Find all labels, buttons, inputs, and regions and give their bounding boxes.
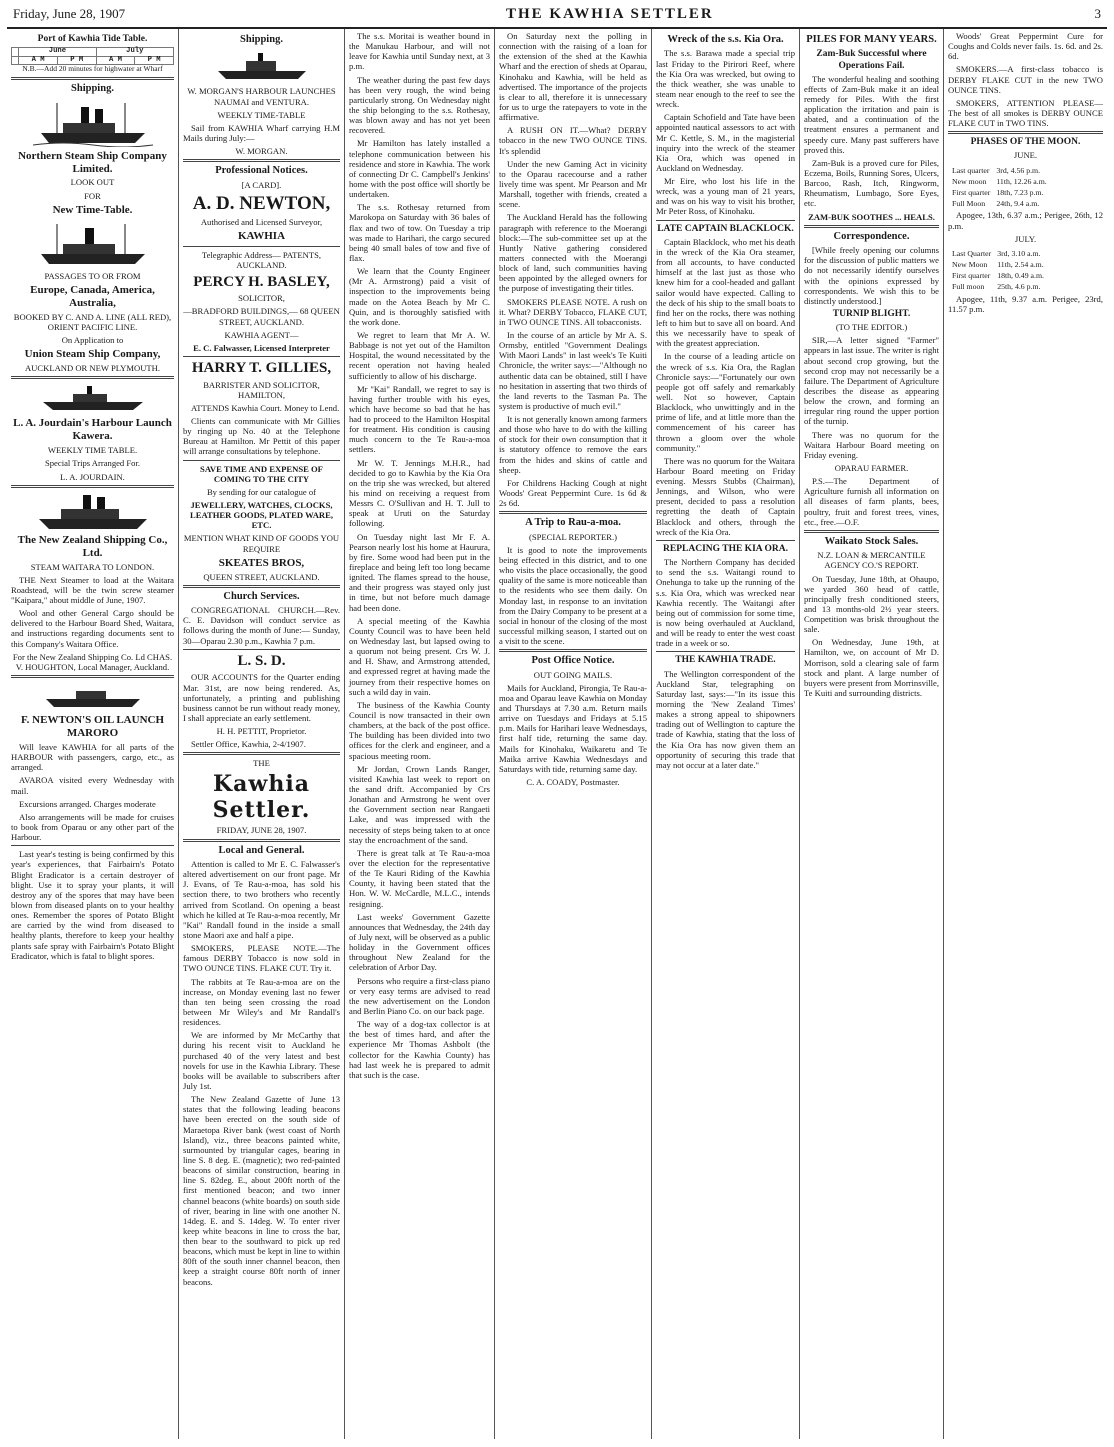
mails-text: Mails for Auckland, Pirongia, Te Rau-a-moa and Oparau leave Kawhia on Monday and Thursdays at 7.30 a.m. Return mails arrive on Tuesdays and Fridays at 5.15 p.m. Mails for Harihari leave Wednesdays, first half tide, returning the same day. Mails for Kinohaku, Waikaretu and Te Maika arrive Kawhia Wednesdays and Saturdays with tide, returning same day. xyxy=(499,682,647,774)
farmer-sign: OPARAU FARMER. xyxy=(834,463,909,473)
trip-heading: A Trip to Rau-a-moa. xyxy=(525,517,621,529)
launch-icon xyxy=(212,49,312,83)
tide-header-july: July xyxy=(96,48,173,57)
newton-launch: F. NEWTON'S OIL LAUNCH MARORO xyxy=(20,714,165,740)
phase-time: 18th, 0.49 a.m. xyxy=(997,271,1044,281)
woods-ad: For Childrens Hacking Cough at night Woods' Great Peppermint Cure. 1s 6d & 2s 6d. xyxy=(499,477,647,509)
newton-text: Will leave KAWHIA for all parts of the HARBOUR with passengers, cargo, etc., as arranged. xyxy=(11,741,174,773)
jewellery: JEWELLERY, WATCHES, CLOCKS, LEATHER GOODS, PLATED WARE, ETC. xyxy=(189,500,334,531)
phase-row xyxy=(950,282,1046,291)
article-para: Mr Hamilton has lately installed a telephone communication between his residence and store in Kawhia. The work of connecting Dr C. Campbell's Jenkins' home with the post office will shortly be undertaken. xyxy=(349,138,490,200)
article-para: We regret to learn that Mr A. W. Babbage is not yet out of the Hamilton Hospital, the wound necessitated by the recent operation not having healed sufficiently to allow of his discharge. xyxy=(349,329,490,381)
article-para: The s.s. Rothesay returned from Marokopa on Saturday with 36 bales of flax and two of tow. On Tuesday a trip was made to Harihari, the cargo secured being 40 small bales of tow and five of flax. xyxy=(349,202,490,263)
queen-street: QUEEN STREET, AUCKLAND. xyxy=(203,571,320,582)
phase-time: 11th, 12.26 a.m. xyxy=(996,176,1047,186)
article-para: The weather during the past few days has been very rough, the wind being particularly strong. On Wednesday night the ship belonging to the s.s. Rothesay, was blown away and has not yet been recovered. xyxy=(349,74,490,136)
jourdain-sign: L. A. JOURDAIN. xyxy=(60,471,125,482)
wreck-heading: Wreck of the s.s. Kia Ora. xyxy=(667,34,784,45)
phase-time: 3rd, 4.56 p.m. xyxy=(996,165,1041,175)
article-para: SIR,—A letter signed "Farmer" appears in last issue. The writer is right about second crop growing, but the second crop may not necessarily be a failure. The Department of Agriculture describes the disease as appearing below the crown, and forming an irregular ring round the upper portion of the turnip. xyxy=(804,335,939,427)
ps: P.S.—The Department of Agriculture furnish all information on all diseases of farm plants, bees, poultry, fruit and forest trees, vines, etc., free.—O.F. xyxy=(804,476,939,527)
article-para: Captain Blacklock, who met his death in the wreck of the Kia Ora steamer, from all accounts, to have conducted himself at the last just as those who knew him for a cool-headed and gallant sailor would have expected. Calling to the deck of his ship to the small boats to find her on the rocks, there was nothing left to him but to save all on board. And this we necessarily have to speak of with the greatest appreciation. xyxy=(656,236,795,349)
article-para: In the course of a leading article on the wreck of s.s. Kia Ora, the Raglan Chronicle says:—"Fortunately our own people got off safely and remarkably well. Not so however, Captain Blacklock, who unwittingly and in the prime of life, and at little more than the commencement of his career has thrown a gloom over the whole community." xyxy=(656,351,795,453)
arrange: Also arrangements will be made for cruises to book from Oparau or any other part of the Harbour. xyxy=(11,811,174,843)
kawhia-agent: KAWHIA AGENT— xyxy=(224,329,299,340)
licensed: Authorised and Licensed Surveyor, xyxy=(200,217,323,228)
article-para: It is not generally known among farmers and those who have to do with the killing of stock for their own consumption that it is statutory offence to remove the ears from the hides and skins of cattle and sheep. xyxy=(499,414,647,475)
dateline: FRIDAY, JUNE 28, 1907. xyxy=(216,825,307,836)
derby-ad: A RUSH ON IT.—What? DERBY tobacco in the new TWO OUNCE TINS. It's splendid xyxy=(499,125,647,156)
tide-sub: A M xyxy=(96,56,135,65)
nzs-wool: Wool and other General Cargo should be delivered to the Harbour Board Shed, Waitara, and instructions regarding documents sent to this Company's Waitara Office. xyxy=(11,608,174,649)
kawhia-label: KAWHIA xyxy=(237,230,286,243)
replacing-heading: REPLACING THE KIA ORA. xyxy=(663,543,788,554)
clients: Clients can communicate with Mr Gillies by ringing up No. 40 at the Telephone Bureau at Hamilton. Mr Pettit of this paper will arrange consultations by telephone. xyxy=(183,416,340,457)
trade-heading: THE KAWHIA TRADE. xyxy=(675,655,776,666)
attention-ad: SMOKERS, ATTENTION PLEASE—The best of all smokes is DERBY OUNCE FLAKE CUT in TWO TINS. xyxy=(948,97,1103,129)
issue-date: Friday, June 28, 1907 xyxy=(13,6,126,21)
late-captain-heading: LATE CAPTAIN BLACKLOCK. xyxy=(657,223,794,234)
lastyear-ad: Last year's testing is being confirmed by this year's experiences, that Fairbairn's Potato Blight Eradicator is a certain destroyer of blight. Use it to spray your plants, it will destroy any of the spores that may have been blown from diseased plants on to your healthy ones. Remember the spores of Potato Blight are carried by the wind from diseased to healthy plants, therefore to keep your healthy plants safe spray with Fairbairn's Potato Blight Eradicator, which is fatal to blight spores. xyxy=(11,849,174,961)
article-para: In the course of an article by Mr A. S. Ormsby, entitled "Government Dealings With Maori Lands" in last week's Te Kuiti Chronicle, the writer says:—"Although no authentic data can be obtained, still I have no hesitation in asserting that two thirds of the land reverts to the Tasman Pa. The system is productive of much evil." xyxy=(499,329,647,411)
article-para: On Tuesday night last Mr F. A. Pearson nearly lost his home at Haurura, by fire. Some wood had been put in the fireplace and being left too long became ignited. The flames spread to the house, and their progress was stayed only just in time, but not before much damage had been done. xyxy=(349,531,490,613)
july-label: JULY. xyxy=(1014,233,1037,244)
telegraphic: Telegraphic Address— PATENTS, AUCKLAND. xyxy=(201,250,322,271)
article-para: The way of a dog-tax collector is at the best of times hard, and after the experience Mr Thomas Ashbolt (the collector for the Kawhia County) has had last week he is prepared to admit that such is the case. xyxy=(349,1019,490,1080)
local-text: Attention is called to Mr E. C. Falwasser's altered advertisement on our front page. Mr J. Evans, of Te Rau-a-moa, has sold his section there, to two brothers who recently arrived from Scotland. On opening a beast which he killed at Te Rau-a-moa recently, Mr "Kai" Randall found in the inside a small stone Maori axe and half a pipe. xyxy=(183,859,340,940)
tide-sub: P M xyxy=(57,56,96,65)
tide-note: N.B.—Add 20 minutes for highwater at Wharf xyxy=(22,64,163,74)
piles-heading: PILES FOR MANY YEARS. xyxy=(806,34,937,45)
smokers-ad: SMOKERS.—A first-class tobacco is DERBY FLAKE CUT in the new TWO OUNCE TINS. xyxy=(948,64,1103,95)
derby-ad: SMOKERS PLEASE NOTE. A rush on it. What? DERBY Tobacco, FLAKE CUT, in TWO OUNCE TINS. All tobacconists. xyxy=(499,296,647,327)
phase-time: 24th, 9.4 a.m. xyxy=(996,199,1040,209)
solicitor: SOLICITOR, xyxy=(238,293,285,304)
avaroa: AVAROA visited every Wednesday with mail. xyxy=(11,775,174,796)
destinations: Europe, Canada, America, Australia, xyxy=(30,283,155,309)
paper-title: THE KAWHIA SETTLER xyxy=(505,6,714,22)
page-number: 3 xyxy=(1094,6,1101,21)
steamship-icon xyxy=(33,99,153,147)
launch-icon xyxy=(38,681,148,711)
woods-ad: Woods' Great Peppermint Cure for Coughs and Colds never fails. 1s. 6d. and 2s. 6d. xyxy=(948,31,1103,62)
column-7 xyxy=(944,29,1107,1439)
article-para: The Wellington correspondent of the Auckland Star, telegraphing on Saturday last, says:—"In its issue this morning the 'New Zealand Times' makes a strong appeal to shipowners trading out of Wellington to capture the trade of Kawhia, stating that the loss of the Kia Ora has now given them an opportunity of securing this trade that may not occur at a later date." xyxy=(656,668,795,770)
article-para: A special meeting of the Kawhia County Council was to have been held on Wednesday last, but lapsed owing to a quorum not being present. Crs W. J. and H. Shaw, and Armstrong attended, and expressed regret at having made the journey from their respective homes on such a wild day in vain. xyxy=(349,615,490,697)
barrister: BARRISTER AND SOLICITOR, HAMILTON, xyxy=(203,379,320,400)
office: Settler Office, Kawhia, 2-4/1907. xyxy=(191,739,306,750)
article-para: There is great talk at Te Rau-a-moa over the election for the representative of the Te Kauri Riding of the Kawhia County, it having been stated that the Hon. W. W. McCardle, M.L.C., intends resigning. xyxy=(349,847,490,909)
article-para: Under the new Gaming Act in vicinity to the Oparau racecourse and a rather lively time was spent. Mr Pearson and Mr Marshall, together with friends, created a scene. xyxy=(499,158,647,210)
column-1 xyxy=(7,29,179,1439)
church-heading: Church Services. xyxy=(223,590,300,602)
article-para: The Auckland Herald has the following paragraph with reference to the Moerangi block:—The sub-committee set up at the Huntly Native gathering considered matters connected with the Moerangi block of land, such communities having been appointed by the alleged owners for the purpose of investigating their titles. xyxy=(499,212,647,294)
masthead xyxy=(7,4,1107,29)
mccarthy: We are informed by Mr McCarthy that during his recent visit to Auckland he purchased 40 of the very latest and best novels for use in the Kawhia Library. These books will be available to subscribers after July 1st. xyxy=(183,1030,340,1091)
card: [A CARD]. xyxy=(241,179,282,190)
article-para: On Saturday next the polling in connection with the raising of a loan for the extension of the shed at the Kawhia Wharf and the erection of sheds at Oparau, Kinohaku and Kawhia, will be held as advertised. The importance of the projects is clear to all, therefore it is unnecessary for us to urge the ratepayers to vote in the affirmative. xyxy=(499,31,647,123)
article-para: The s.s. Moritai is weather bound in the Manukau Harbour, and will not leave for Kawhia until Sunday next, at 3 p.m. xyxy=(349,31,490,72)
article-para: Persons who require a first-class piano or very easy terms are advised to read the new advertisement on the London and Berlin Piano Co. on our back page. xyxy=(349,975,490,1016)
jourdain-weekly: WEEKLY TIME TABLE. xyxy=(47,445,138,456)
settler-nameplate: Kawhia Settler. xyxy=(212,770,311,823)
article-para: Mr Eire, who lost his life in the wreck, was a young man of 21 years, and was on his way to visit his brother, Mr Peter Ross, of Kinohaku. xyxy=(656,176,795,217)
tide-sub: P M xyxy=(135,56,174,65)
excursion: Excursions arranged. Charges moderate xyxy=(19,798,156,809)
tide-col-blank xyxy=(12,48,19,57)
smokers: SMOKERS, PLEASE NOTE.—The famous DERBY Tobacco is now sold in TWO OUNCE TINS. FLAKE CUT. Try it. xyxy=(183,943,340,974)
nzs-name: The New Zealand Shipping Co., Ltd. xyxy=(17,533,168,559)
zambuk-sign: ZAM-BUK SOOTHES ... HEALS. xyxy=(808,211,935,222)
phase-row xyxy=(950,188,1049,197)
phase-time: 3rd, 3.10 a.m. xyxy=(997,248,1041,258)
launch-icon xyxy=(33,382,153,414)
june-phase-table xyxy=(948,164,1051,211)
article-para: The s.s. Barawa made a special trip last Friday to the Pirirori Reef, where the Kia Ora was wrecked, but owing to the thick weather, she was unable to steam near enough to the reef to see the wreck. xyxy=(656,48,795,110)
june-apogee: Apogee, 13th, 6.37 a.m.; Perigee, 26th, 12 p.m. xyxy=(948,210,1103,231)
article-para: There was no quorum for the Waitara Harbour Board meeting on Friday evening. xyxy=(804,429,939,460)
apply: On Application to xyxy=(61,335,124,346)
phase-row xyxy=(950,271,1046,280)
tide-title: Port of Kawhia Tide Table. xyxy=(37,34,148,44)
basley-name: PERCY H. BASLEY, xyxy=(193,273,330,290)
phase-name: First quarter xyxy=(952,187,991,197)
turnip-heading: TURNIP BLIGHT. xyxy=(832,308,911,319)
newspaper-page xyxy=(7,4,1107,1439)
phase-name: Full moon xyxy=(952,282,985,292)
morgan-sail: Sail from KAWHIA Wharf carrying H.M Mails during July:— xyxy=(183,122,340,143)
zambuk-heading: Zam-Buk Successful where Operations Fail. xyxy=(816,49,927,71)
phase-name: First quarter xyxy=(952,271,991,281)
gazette: The New Zealand Gazette of June 13 states that the following leading beacons have been erected on the south side of Maraetopa River bank (west coast of North Island), viz., three beacons painted white, surmounted by triangular cages, bearing in line S. 8 deg. E. (magnetic); two red-painted beacons of similar construction, bearing in line S. 82deg. E., about 200ft north of the first mentioned beacon; and two inner channel beacons (white boards) on south side of river, bearing in line with one another N. 14deg. E. and S. 14deg. W. To enter river keep white beacons in line to cross the bar, then bear to the southward to pick up red beacons, which must be kept in line to within 80ft of the south inner channel beacon, then keep a straight course 80ft north of inner beacons. xyxy=(183,1094,340,1287)
july-phase-table xyxy=(948,247,1048,294)
article-para: Captain Schofield and Tate have been appointed nautical assessors to act with Mr C. Kettle, S. M., in the magisterial inquiry into the wreck of the steamer Kia Ora, which was opened in Auckland on Wednesday. xyxy=(656,112,795,173)
phases-heading: PHASES OF THE MOON. xyxy=(970,137,1081,148)
steamship-icon xyxy=(33,220,153,268)
falwasser: E. C. Falwasser, Licensed Interpreter xyxy=(193,342,330,353)
outgoing-mails: OUT GOING MAILS. xyxy=(533,669,613,680)
article-para: The Northern Company has decided to send the s.s. Waitangi round to Onehunga to take up the running of the s.s. Kia Ora, which was wrecked near Kawhia recently. The Waitangi after being out of commission for some time, is now being overhauled at Auckland, and will be ready to enter the west coast trade in a week or so. xyxy=(656,557,795,649)
columns xyxy=(7,29,1107,1439)
morgan-weekly: WEEKLY TIME-TABLE xyxy=(217,109,306,120)
article-para: There was no quorum for the Waitara Harbour Board meeting on Friday evening. Messrs Stubbs (Chairman), Jennings, and Wilson, who were present, decided to pass a resolution regretting the death of Captain Blacklock and others, through the wreck of the Kia Ora. xyxy=(656,455,795,537)
phase-row xyxy=(950,249,1046,258)
rabbits: The rabbits at Te Rau-a-moa are on the increase, on Monday evening last no fewer than ten being seen crossing the road between Mr Wiley's and Mr Randall's residences. xyxy=(183,976,340,1028)
nss-lookout: LOOK OUT xyxy=(70,177,115,188)
nzs-agent: For the New Zealand Shipping Co. Ld CHAS. V. HOUGHTON, Local Manager, Auckland. xyxy=(12,651,173,672)
column-5 xyxy=(652,29,800,1439)
nss-new: New Time-Table. xyxy=(52,203,133,216)
jourdain-launch: L. A. Jourdain's Harbour Launch Kawera. xyxy=(13,417,172,443)
column-4 xyxy=(495,29,652,1439)
passages: PASSAGES TO OR FROM xyxy=(44,270,141,281)
prof-heading: Professional Notices. xyxy=(215,165,308,177)
jourdain-special: Special Trips Arranged For. xyxy=(44,458,140,469)
sending: By sending for our catalogue of xyxy=(206,486,317,497)
shipping-heading: Shipping. xyxy=(71,83,114,95)
phase-row xyxy=(950,177,1049,186)
waikato-heading: Waikato Stock Sales. xyxy=(824,535,919,547)
save-time: SAVE TIME AND EXPENSE OF COMING TO THE CITY xyxy=(200,463,323,484)
phase-name: New Moon xyxy=(952,259,988,269)
bradford: —BRADFORD BUILDINGS,— 68 QUEEN STREET, AUCKLAND. xyxy=(183,306,340,327)
church-text: CONGREGATIONAL CHURCH.—Rev. C. E. Davidson will conduct service as follows during the month of June:— Sunday, 30—Oparau 2.30 p.m., Kawhia 7 p.m. xyxy=(183,605,340,646)
phase-row xyxy=(950,166,1049,175)
post-office-heading: Post Office Notice. xyxy=(531,655,615,667)
phase-name: Last quarter xyxy=(952,165,990,175)
skeates: SKEATES BROS, xyxy=(218,556,305,569)
mention: MENTION WHAT KIND OF GOODS YOU REQUIRE xyxy=(183,533,340,554)
shipping-heading: Shipping. xyxy=(240,34,283,45)
morgan-launches: W. MORGAN'S HARBOUR LAUNCHES NAUMAI and VENTURA. xyxy=(187,86,336,107)
tide-header-june: June xyxy=(19,48,96,57)
phase-row xyxy=(950,199,1049,208)
july-apogee: Apogee, 11th, 9.37 a.m. Perigee, 23rd, 11.57 p.m. xyxy=(948,293,1103,314)
gillies-name: HARRY T. GILLIES, xyxy=(191,359,332,376)
article-para: The business of the Kawhia County Council is now transacted in their own chambers, at the back of the post office. The building has been divided into two offices for the clerk and engineer, and a spacious meeting room. xyxy=(349,699,490,761)
steamship-icon xyxy=(33,491,153,531)
nss-for: FOR xyxy=(84,190,101,201)
phase-name: New moon xyxy=(952,176,987,186)
phase-row xyxy=(950,260,1046,269)
phase-time: 25th, 4.6 p.m. xyxy=(997,282,1041,292)
nzs-steam: STEAM WAITARA TO LONDON. xyxy=(30,561,155,572)
the-label: THE xyxy=(253,758,270,769)
june-label: JUNE. xyxy=(1013,150,1038,161)
editorial-note: [While freely opening our columns for the discussion of public matters we do not necessarily identify ourselves with the opinions expressed by correspondents. We wish this to be distinctly understood.] xyxy=(804,245,939,306)
phase-name: Full Moon xyxy=(952,199,986,209)
coady-sign: C. A. COADY, Postmaster. xyxy=(526,777,620,788)
article-para: The wonderful healing and soothing effects of Zam-Buk make it an ideal remedy for Piles. With the first application the irritation and pain is abated, and a continuation of the treatment ensures a permanent and speedy cure. Many past sufferers have proved this. xyxy=(804,73,939,155)
tide-table xyxy=(11,47,174,65)
to-editor: (TO THE EDITOR.) xyxy=(835,322,908,333)
article-para: It is good to note the improvements being effected in this district, and to one who visits the place occasionally, the good quality of the same is more noticeable than to the residents who see them daily. On Monday last, in response to an invitation from the Dairy Company to be present at a social in honour of the closing of the most successful milking season, I started out on a visit to the scene. xyxy=(499,544,647,647)
nss-name: Northern Steam Ship Company Limited. xyxy=(18,149,167,175)
special-reporter: (SPECIAL REPORTER.) xyxy=(529,531,617,542)
attends: ATTENDS Kawhia Court. Money to Lend. xyxy=(191,402,340,413)
phase-name: Last Quarter xyxy=(952,248,992,258)
correspondence-heading: Correspondence. xyxy=(833,230,910,242)
lsd-text: OUR ACCOUNTS for the Quarter ending Mar. 31st, are now being rendered. As, unfortunately, a printing and publishing business cannot be run without ready money, I shall appreciate an early settlement. xyxy=(183,672,340,724)
column-2 xyxy=(179,29,345,1439)
union-company: Union Steam Ship Company, xyxy=(24,348,161,361)
morgan-sign: W. MORGAN. xyxy=(235,146,288,157)
tide-sub: A M xyxy=(19,56,58,65)
article-para: Mr Jordan, Crown Lands Ranger, visited Kawhia last week to report on the sand drift. Accompanied by Crs Jonathan and Armstrong he went over the Government section near Rangaeti Lake, and was impressed with the necessity of steps being taken to at once stay the encroachment of the sand. xyxy=(349,763,490,845)
local-heading: Local and General. xyxy=(218,844,305,856)
lsd-heading: L. S. D. xyxy=(237,652,286,669)
nzloan-heading: N.Z. LOAN & MERCANTILE AGENCY CO.'S REPORT. xyxy=(817,550,926,571)
article-para: Mr "Kai" Randall, we regret to say is having further trouble with his eyes, which have become so bad that he has had to proceed to the Hamilton Hospital for treatment. His condition is causing much concern to the Te Rau-a-moa settlers. xyxy=(349,383,490,455)
article-para: On Wednesday, June 19th, at Hamilton, we, on account of Mr D. Morrison, sold a clearing sale of farm stock and plant. A large number of buyers were present from Morrinsville, Te Kuiti and surrounding districts. xyxy=(804,637,939,699)
pettit: H. H. PETTIT, Proprietor. xyxy=(216,726,307,737)
tide-col-blank xyxy=(12,56,19,65)
column-3 xyxy=(345,29,495,1439)
phase-time: 11th, 2.54 a.m. xyxy=(997,259,1044,269)
nzs-text: THE Next Steamer to load at the Waitara Roadstead, will be the twin screw steamer "Kaipara," about middle of June, 1907. xyxy=(11,574,174,606)
column-6 xyxy=(800,29,944,1439)
newton-name: A. D. NEWTON, xyxy=(192,192,331,214)
article-para: Mr W. T. Jennings M.H.R., had decided to go to Kawhia by the Kia Ora on the trip she was wrecked, but altered his mind on receiving a request from Messrs C. O'Sullivan and H. T. Jull to speak at Uruti on the Saturday following. xyxy=(349,457,490,529)
article-para: Zam-Buk is a proved cure for Piles, Eczema, Boils, Running Sores, Ulcers, Barcoo, Rash, Itch, Ringworm, Rheumatism, Lumbago, Sore Eyes, etc. xyxy=(804,157,939,209)
booked: BOOKED BY C. AND A. LINE (ALL RED), ORIENT PACIFIC LINE. xyxy=(13,311,172,332)
article-para: We learn that the County Engineer (Mr A. Armstrong) paid a visit of inspection to the improvements being made on the Aotea Beach by Mr C. Quin, and is thoroughly satisfied with the work done. xyxy=(349,266,490,327)
article-para: Last weeks' Government Gazette announces that Wednesday, the 24th day of July next, will be observed as a public holiday in the Government offices throughout New Zealand for the celebration of Arbor Day. xyxy=(349,911,490,973)
union-location: AUCKLAND OR NEW PLYMOUTH. xyxy=(24,363,161,374)
article-para: On Tuesday, June 18th, at Ohaupo, we yarded 360 head of cattle, principally fresh conditioned steers, and 13 months-old 2½ year steers. Competition was brisk throughout the sale. xyxy=(804,573,939,635)
phase-time: 18th, 7.23 p.m. xyxy=(996,187,1044,197)
